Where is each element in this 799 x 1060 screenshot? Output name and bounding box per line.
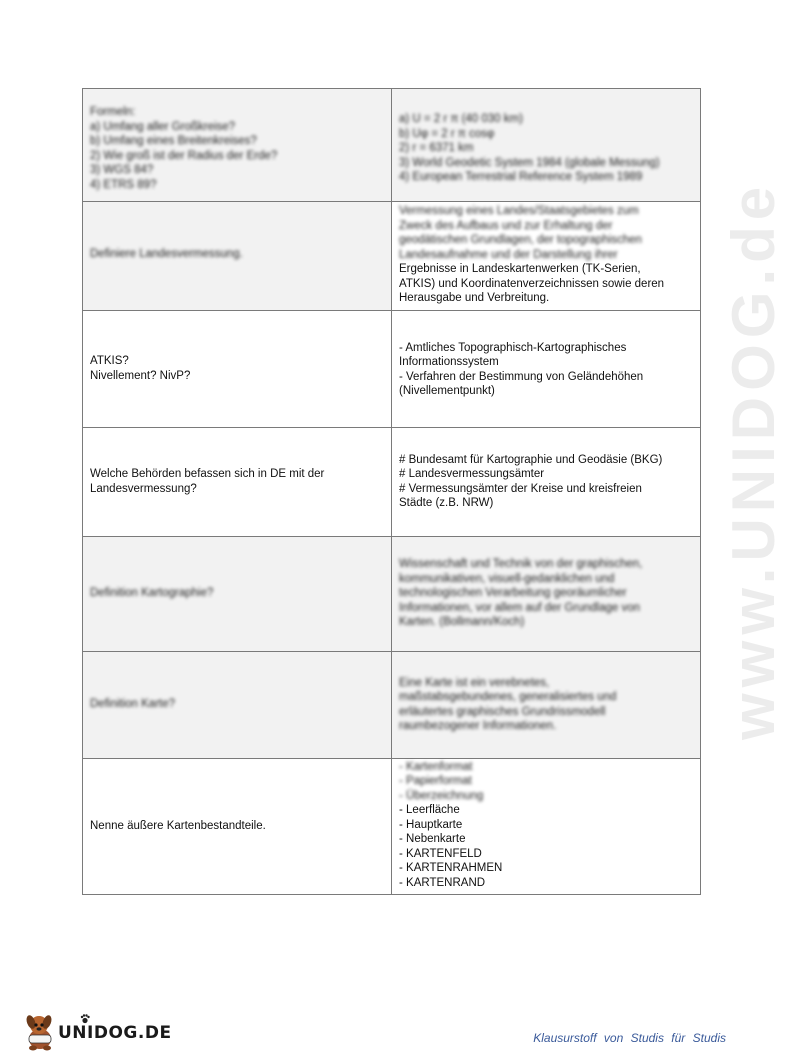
question-cell xyxy=(83,89,392,202)
question-cell xyxy=(83,758,392,895)
answer-line: 2) r = 6371 km xyxy=(399,142,474,154)
question-line: ATKIS? xyxy=(90,355,129,367)
answer-cell xyxy=(392,89,701,202)
answer-line: Zweck des Aufbaus und zur Erhaltung der xyxy=(399,219,613,232)
answer-line: kommunikativen, visuell-gedanklichen und xyxy=(399,572,615,585)
answer-line: - Nebenkarte xyxy=(399,833,466,845)
question-line: Landesvermessung? xyxy=(90,482,197,495)
answer-line: - Amtliches Topographisch-Kartographisches xyxy=(399,341,627,354)
question-line: Formeln: xyxy=(90,106,136,118)
unidog-logo[interactable] xyxy=(22,1012,182,1052)
answer-line: technologischen Verarbeitung georäumlicher xyxy=(399,587,627,600)
answer-line: Landesaufnahme und der Darstellung ihrer xyxy=(399,248,618,261)
answer-line: Informationen, vor allem auf der Grundlage von xyxy=(399,601,640,614)
table-row xyxy=(83,89,701,202)
answer-line: Städte (z.B. NRW) xyxy=(399,497,494,509)
answer-line: # Landesvermessungsämter xyxy=(399,468,545,480)
answer-line: Informationssystem xyxy=(399,356,499,368)
question-line: Nenne äußere Kartenbestandteile. xyxy=(90,820,266,832)
answer-cell xyxy=(392,202,701,311)
answer-line: - Leerfläche xyxy=(399,804,460,816)
answer-line: - KARTENRAHMEN xyxy=(399,862,503,874)
answer-line: raumbezogener Informationen. xyxy=(399,720,557,732)
table-row xyxy=(83,427,701,536)
answer-cell xyxy=(392,427,701,536)
answer-line: - Papierformat xyxy=(399,775,472,787)
question-line: Definiere Landesvermessung. xyxy=(90,247,243,260)
answer-line: Eine Karte ist ein verebnetes, xyxy=(399,676,550,689)
table-row xyxy=(83,536,701,651)
answer-line: Wissenschaft und Technik von der graphischen, xyxy=(399,558,643,571)
table-row xyxy=(83,651,701,758)
answer-line: Ergebnisse in Landeskartenwerken (TK-Serien, xyxy=(399,263,641,275)
answer-cell xyxy=(392,651,701,758)
answer-line: maßstabsgebundenes, generalisiertes und xyxy=(399,691,617,703)
table-row xyxy=(83,202,701,311)
question-cell xyxy=(83,427,392,536)
question-cell xyxy=(83,202,392,311)
answer-line: (Nivellementpunkt) xyxy=(399,385,495,397)
watermark-text: www.UNIDOG.de xyxy=(720,180,787,740)
question-line: Definition Karte? xyxy=(90,698,176,711)
answer-line: Vermessung eines Landes/Staatsgebietes zum xyxy=(399,205,639,217)
question-line: b) Umfang eines Breitenkreises? xyxy=(90,135,257,147)
answer-line: Herausgabe und Verbreitung. xyxy=(399,292,550,304)
answer-line: - Verfahren der Bestimmung von Geländehöhen xyxy=(399,370,644,383)
answer-line: geodätischen Grundlagen, der topographischen xyxy=(399,234,642,246)
answer-line: erläutertes graphisches Grundrissmodell xyxy=(399,705,606,718)
answer-line: - Überzeichnung xyxy=(399,789,484,802)
answer-cell xyxy=(392,310,701,427)
answer-line: ATKIS) und Koordinatenverzeichnissen sowie deren xyxy=(399,277,665,290)
answer-line: a) U = 2 r π (40 030 km) xyxy=(399,113,523,125)
answer-line: Karten. (Bollmann/Koch) xyxy=(399,616,525,629)
answer-line: b) Uφ = 2 r π cosφ xyxy=(399,127,495,140)
table-row xyxy=(83,758,701,895)
answer-line: - KARTENFELD xyxy=(399,847,482,860)
footer-tagline: Klausurstoff von Studis für Studis xyxy=(533,1031,726,1045)
answer-line: # Vermessungsämter der Kreise und kreisfreien xyxy=(399,482,642,495)
answer-line: 3) World Geodetic System 1984 (globale Messung) xyxy=(399,156,660,169)
answer-line: # Bundesamt für Kartographie und Geodäsie (BKG) xyxy=(399,453,663,466)
question-line: a) Umfang aller Großkreise? xyxy=(90,120,236,133)
answer-line: - Kartenformat xyxy=(399,760,473,773)
answer-cell xyxy=(392,758,701,895)
question-line: Definition Kartographie? xyxy=(90,587,214,600)
flashcard-table xyxy=(82,88,701,895)
logo-text: UNIDOG.DE xyxy=(58,1023,172,1043)
answer-cell xyxy=(392,536,701,651)
question-cell xyxy=(83,536,392,651)
question-line: 2) Wie groß ist der Radius der Erde? xyxy=(90,149,278,162)
question-cell xyxy=(83,310,392,427)
question-line: 4) ETRS 89? xyxy=(90,178,157,191)
answer-line: 4) European Terrestrial Reference System 1989 xyxy=(399,171,643,183)
question-line: 3) WGS 84? xyxy=(90,164,154,176)
answer-line: - KARTENRAND xyxy=(399,876,486,889)
question-line: Welche Behörden befassen sich in DE mit der xyxy=(90,468,325,480)
question-cell xyxy=(83,651,392,758)
question-line: Nivellement? NivP? xyxy=(90,369,191,382)
table-row xyxy=(83,310,701,427)
dog-mascot-icon xyxy=(22,1012,58,1052)
answer-line: - Hauptkarte xyxy=(399,818,463,831)
